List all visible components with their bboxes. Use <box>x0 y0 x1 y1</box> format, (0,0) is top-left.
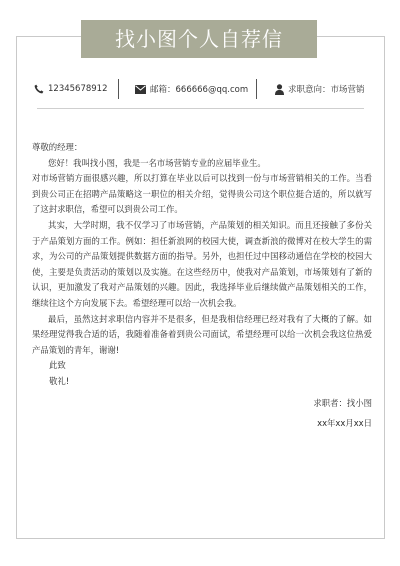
email-text: 邮箱：666666@qq.com <box>150 85 249 95</box>
paragraph: 最后，虽然这封求职信内容并不是很多，但是我相信经理已经对我有了大概的了解。如果经理觉得我合适的话，我随着准备着到贵公司面试，希望经理可以给一次机会我这位热爱产品策划的青年，谢谢! <box>32 313 372 355</box>
mail-icon <box>135 85 146 94</box>
paragraph: 对市场营销方面很感兴趣，所以打算在毕业以后可以找到一份与市场营销相关的工作。当看到贵公司正在招聘产品策略这一职位的相关介绍，觉得贵公司这个职位挺合适的，所以就写了这封求职信，希望可以到贵公司工作。 <box>32 173 372 215</box>
page-title: 找小图个人自荐信 <box>81 20 317 58</box>
contact-phone <box>34 84 108 94</box>
contact-divider <box>118 79 119 99</box>
contact-divider <box>256 79 257 99</box>
salutation: 尊敬的经理： <box>32 142 83 152</box>
closing-line: 此致 <box>49 360 66 371</box>
paragraph: 其实，大学时期，我不仅学习了市场营销，产品策划的相关知识。而且还接触了多份关于产品策划方面的工作。例如：担任新浪网的校园大使，调查新浪的微博对在校大学生的需求，为公司的产品策划提供数据方面的指导。另外，也担任过中国移动通信在学校的校园大使，主要是负责活动的策划以及实施。在这些经历中，使我对产品策划，市场策划有了新的认识，更加激发了我对产品策划的兴趣。因此，我选择毕业后继续做产品策划相关的工作，继续往这个方向发展下去。希望经理可以给一次机会我。 <box>32 219 372 308</box>
phone-icon <box>34 84 44 94</box>
header-divider <box>37 108 364 109</box>
contact-email <box>135 83 248 95</box>
phone-number: 12345678912 <box>48 84 108 94</box>
contact-bar <box>22 78 380 100</box>
contact-intent <box>275 83 365 95</box>
letter-body <box>32 140 372 432</box>
intent-text: 求职意向：市场营销 <box>288 85 365 95</box>
signature: 求职者：找小图 <box>313 397 372 408</box>
date: xx年xx月xx日 <box>317 418 372 429</box>
person-icon <box>275 84 284 95</box>
paragraph: 您好！我叫找小图，我是一名市场营销专业的应届毕业生。 <box>48 157 266 168</box>
closing-line: 敬礼! <box>49 375 70 386</box>
